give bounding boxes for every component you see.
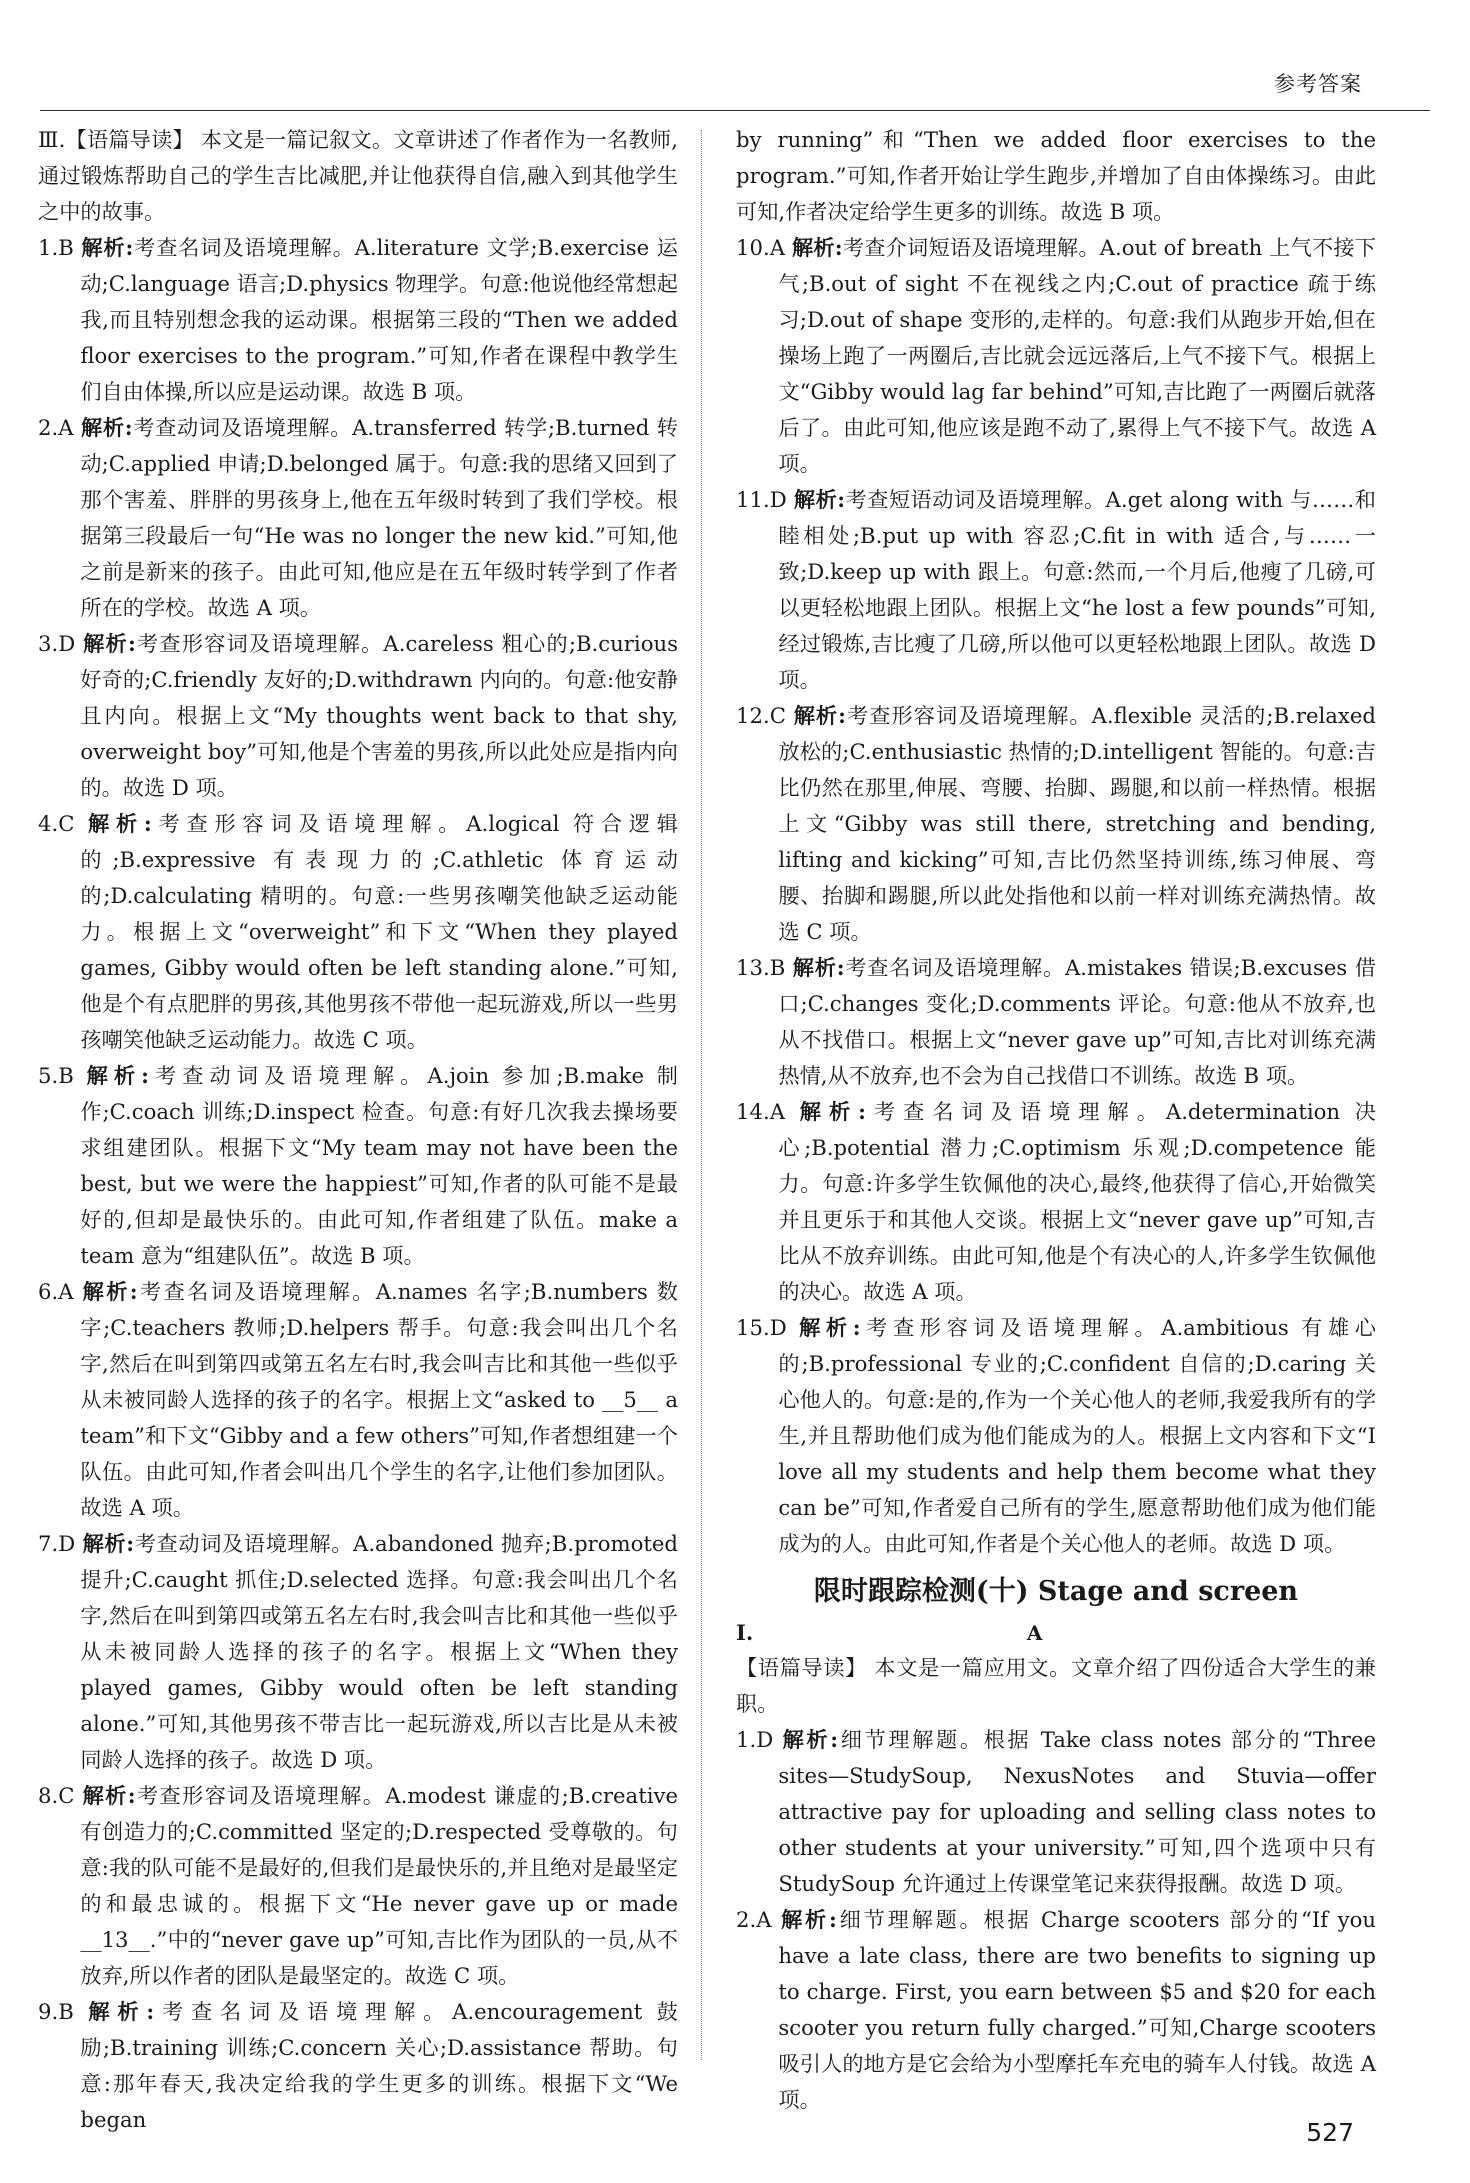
column-divider (701, 130, 702, 2060)
answer-item (736, 1902, 1376, 2118)
answer-text: 考查名词及语境理解。A.encouragement 鼓励;B.training 训练;C.concern 关心;D.assistance 帮助。句意:那年春天,我决定给我的学生更多的训练。根据下文“We began (80, 1999, 678, 2132)
section-title: 限时跟踪检测(十) Stage and screen (813, 1576, 1299, 1607)
answer-item (736, 1722, 1376, 1902)
analysis-label: 解析: (781, 1907, 837, 1932)
answer-label: 4.C (38, 811, 75, 836)
answer-text: 考查动词及语境理解。A.transferred 转学;B.turned 转动;C.applied 申请;D.belonged 属于。句意:我的思绪又回到了那个害羞、胖胖的男孩身上,他在五年级时转到了我们学校。根据第三段最后一句“He was no longer the new kid.”可知,他之前是新来的孩子。由此可知,他应是在五年级时转学到了作者所在的学校。故选 A 项。 (80, 415, 678, 620)
answer-item (38, 1058, 678, 1274)
analysis-label: 解析: (799, 1099, 866, 1124)
answer-item (736, 1094, 1376, 1310)
analysis-label: 解析: (82, 1783, 136, 1808)
left-answer-list (38, 230, 678, 2138)
answer-item (736, 230, 1376, 482)
answer-item (736, 1310, 1376, 1562)
answer-label: 14.A (736, 1099, 785, 1124)
answer-text: 考查形容词及语境理解。A.ambitious 有雄心的;B.professional 专业的;C.confident 自信的;D.caring 关心他人的。句意:是的,作为一个关心他人的老师,我爱我所有的学生,并且帮助他们成为他们能成为的人。根据上文内容和下文“I love all my students and help them become what they can be”可知,作者爱自己所有的学生,愿意帮助他们成为他们能成为的人。由此可知,作者是个关心他人的老师。故选 D 项。 (778, 1315, 1376, 1556)
answer-text: 考查形容词及语境理解。A.modest 谦虚的;B.creative 有创造力的;C.committed 坚定的;D.respected 受尊敬的。句意:我的队可能不是最好的,但我们是最快乐的,并且绝对是最坚定的和最忠诚的。根据下文“He never gave up or made __13__.”中的“never gave up”可知,吉比作为团队的一员,从不放弃,所以作者的团队是最坚定的。故选 C 项。 (80, 1783, 678, 1988)
left-column (38, 122, 678, 2138)
answer-item (38, 806, 678, 1058)
answer-label: 1.D (736, 1727, 774, 1752)
analysis-label: 解析: (82, 1531, 135, 1556)
answer-label: 2.A (736, 1907, 772, 1932)
analysis-label: 解析: (782, 1727, 839, 1752)
answer-item (736, 698, 1376, 950)
part-heading (736, 1616, 1376, 1650)
analysis-label: 解析: (792, 955, 845, 980)
answer-text: 考查动词及语境理解。A.join 参加;B.make 制作;C.coach 训练;D.inspect 检查。句意:有好几次我去操场要求组建团队。根据下文“My team may not have been the best, but we were the happiest”可知,作者的队可能不是最好的,但却是最快乐的。由此可知,作者组建了队伍。make a team 意为“组建队伍”。故选 B 项。 (80, 1063, 678, 1268)
answer-text: 考查名词及语境理解。A.literature 文学;B.exercise 运动;C.language 语言;D.physics 物理学。句意:他说他经常想起我,而且特别想念我的运动课。根据第三段的“Then we added floor exercises to the program.”可知,作者在课程中教学生们自由体操,所以应是运动课。故选 B 项。 (80, 235, 678, 404)
answer-item (38, 1994, 678, 2138)
right-column (736, 122, 1376, 2118)
analysis-label: 解析: (793, 487, 846, 512)
answer-text: 考查名词及语境理解。A.mistakes 错误;B.excuses 借口;C.changes 变化;D.comments 评论。句意:他从不放弃,也从不找借口。根据上文“never gave up”可知,吉比对训练充满热情,从不放弃,也不会为自己找借口不训练。故选 B 项。 (778, 955, 1376, 1088)
answer-label: 8.C (38, 1783, 75, 1808)
answer-text: 考查短语动词及语境理解。A.get along with 与……和睦相处;B.put up with 容忍;C.fit in with 适合,与……一致;D.keep up with 跟上。句意:然而,一个月后,他瘦了几磅,可以更轻松地跟上团队。根据上文“he lost a few pounds”可知,经过锻炼,吉比瘦了几磅,所以他可以更轻松地跟上团队。故选 D 项。 (778, 487, 1376, 692)
answer-label: 11.D (736, 487, 787, 512)
answer-item (736, 950, 1376, 1094)
answer-item (38, 410, 678, 626)
answer-text: 考查动词及语境理解。A.abandoned 抛弃;B.promoted 提升;C.caught 抓住;D.selected 选择。句意:我会叫出几个名字,然后在叫到第四或第五名左右时,我会叫吉比和其他一些似乎从未被同龄人选择的孩子的名字。根据上文“When they played games, Gibby would often be left standing alone.”可知,其他男孩不带吉比一起玩游戏,所以吉比是从未被同龄人选择的孩子。故选 D 项。 (80, 1531, 678, 1772)
part-letter: A (1026, 1621, 1043, 1645)
answer-item (38, 1274, 678, 1526)
answer-label: 12.C (736, 703, 786, 728)
answer-text: 细节理解题。根据 Charge scooters 部分的“If you have a late class, there are two benefits to signing up to charge. First, you earn between $5 and $20 for each scooter you return fully charged.”可知,Charge scooters 吸引人的地方是它会给为小型摩托车充电的骑车人付钱。故选 A 项。 (778, 1907, 1376, 2112)
reading-answer-list (736, 1722, 1376, 2118)
passage-guide: Ⅲ.【语篇导读】 本文是一篇记叙文。文章讲述了作者作为一名教师,通过锻炼帮助自己的学生吉比减肥,并让他获得自信,融入到其他学生之中的故事。 (38, 127, 678, 224)
answer-text: 考查介词短语及语境理解。A.out of breath 上气不接下气;B.out of sight 不在视线之内;C.out of practice 疏于练习;D.out of shape 变形的,走样的。句意:我们从跑步开始,但在操场上跑了一两圈后,吉比就会远远落后,上气不接下气。根据上文“Gibby would lag far behind”可知,吉比跑了一两圈后就落后了。由此可知,他应该是跑不动了,累得上气不接下气。故选 A 项。 (778, 235, 1376, 476)
answer-label: 2.A (38, 415, 74, 440)
page-number: 527 (1306, 2118, 1354, 2147)
answer-label: 6.A (38, 1279, 74, 1304)
answer-item (736, 482, 1376, 698)
answer-label: 13.B (736, 955, 786, 980)
answer-label: 15.D (736, 1315, 787, 1340)
analysis-label: 解析: (86, 1063, 149, 1088)
answer-item (38, 1526, 678, 1778)
analysis-label: 解析: (83, 631, 136, 656)
answer-text: 考查形容词及语境理解。A.logical 符合逻辑的;B.expressive 有表现力的;C.athletic 体育运动的;D.calculating 精明的。句意:一些男孩嘲笑他缺乏运动能力。根据上文“overweight”和下文“When they played games, Gibby would often be left standing alone.”可知,他是个有点肥胖的男孩,其他男孩不带他一起玩游戏,所以一些男孩嘲笑他缺乏运动能力。故选 C 项。 (80, 811, 678, 1052)
right-answer-list (736, 230, 1376, 1562)
answer-item (38, 230, 678, 410)
answer-text: 细节理解题。根据 Take class notes 部分的“Three sites—StudySoup, NexusNotes and Stuvia—offer attractive pay for uploading and selling class notes to other students at your university.”可知,四个选项中只有 StudySoup 允许通过上传课堂笔记来获得报酬。故选 D 项。 (778, 1727, 1376, 1896)
answer-item (38, 626, 678, 806)
analysis-label: 解析: (81, 235, 134, 260)
answer-item (38, 1778, 678, 1994)
answer-label: 7.D (38, 1531, 76, 1556)
answer-label: 5.B (38, 1063, 74, 1088)
analysis-label: 解析: (87, 811, 152, 836)
analysis-label: 解析: (799, 1315, 861, 1340)
analysis-label: 解析: (80, 415, 133, 440)
answer-label: 10.A (736, 235, 785, 260)
answer-label: 3.D (38, 631, 76, 656)
answer-text: 考查形容词及语境理解。A.careless 粗心的;B.curious 好奇的;C.friendly 友好的;D.withdrawn 内向的。句意:他安静且内向。根据上文“My thoughts went back to that shy, overweight boy”可知,他是个害羞的男孩,所以此处应是指内向的。故选 D 项。 (80, 631, 678, 800)
answer-label: 1.B (38, 235, 74, 260)
answer-text: 考查名词及语境理解。A.names 名字;B.numbers 数字;C.teachers 教师;D.helpers 帮手。句意:我会叫出几个名字,然后在叫到第四或第五名左右时,我会叫吉比和其他一些似乎从未被同龄人选择的孩子的名字。根据上文“asked to __5__ a team”和下文“Gibby and a few others”可知,作者想组建一个队伍。由此可知,作者会叫出几个学生的名字,让他们参加团队。故选 A 项。 (80, 1279, 678, 1520)
part-roman-numeral: Ⅰ. (736, 1620, 754, 1645)
header-rule (40, 110, 1430, 111)
analysis-label: 解析: (82, 1279, 138, 1304)
answer-text: 考查形容词及语境理解。A.flexible 灵活的;B.relaxed 放松的;C.enthusiastic 热情的;D.intelligent 智能的。句意:吉比仍然在那里,伸展、弯腰、抬脚、踢腿,和以前一样热情。根据上文“Gibby was still there, stretching and bending, lifting and kicking”可知,吉比仍然坚持训练,练习伸展、弯腰、抬脚和踢腿,所以此处指他和以前一样对训练充满热情。故选 C 项。 (778, 703, 1376, 944)
analysis-label: 解析: (793, 703, 846, 728)
answer-continuation: by running”和“Then we added floor exercises to the program.”可知,作者开始让学生跑步,并增加了自由体操练习。由此可知,作者决定给学生更多的训练。故选 B 项。 (736, 127, 1376, 224)
passage-guide-2: 【语篇导读】 本文是一篇应用文。文章介绍了四份适合大学生的兼职。 (736, 1655, 1376, 1716)
analysis-label: 解析: (88, 1999, 155, 2024)
answer-text: 考查名词及语境理解。A.determination 决心;B.potential 潜力;C.optimism 乐观;D.competence 能力。句意:许多学生钦佩他的决心,最终,他获得了信心,开始微笑并且更乐于和其他人交谈。根据上文“never gave up”可知,吉比从不放弃训练。由此可知,他是个有决心的人,许多学生钦佩他的决心。故选 A 项。 (778, 1099, 1376, 1304)
answer-label: 9.B (38, 1999, 74, 2024)
analysis-label: 解析: (791, 235, 843, 260)
running-header: 参考答案 (1274, 72, 1362, 96)
